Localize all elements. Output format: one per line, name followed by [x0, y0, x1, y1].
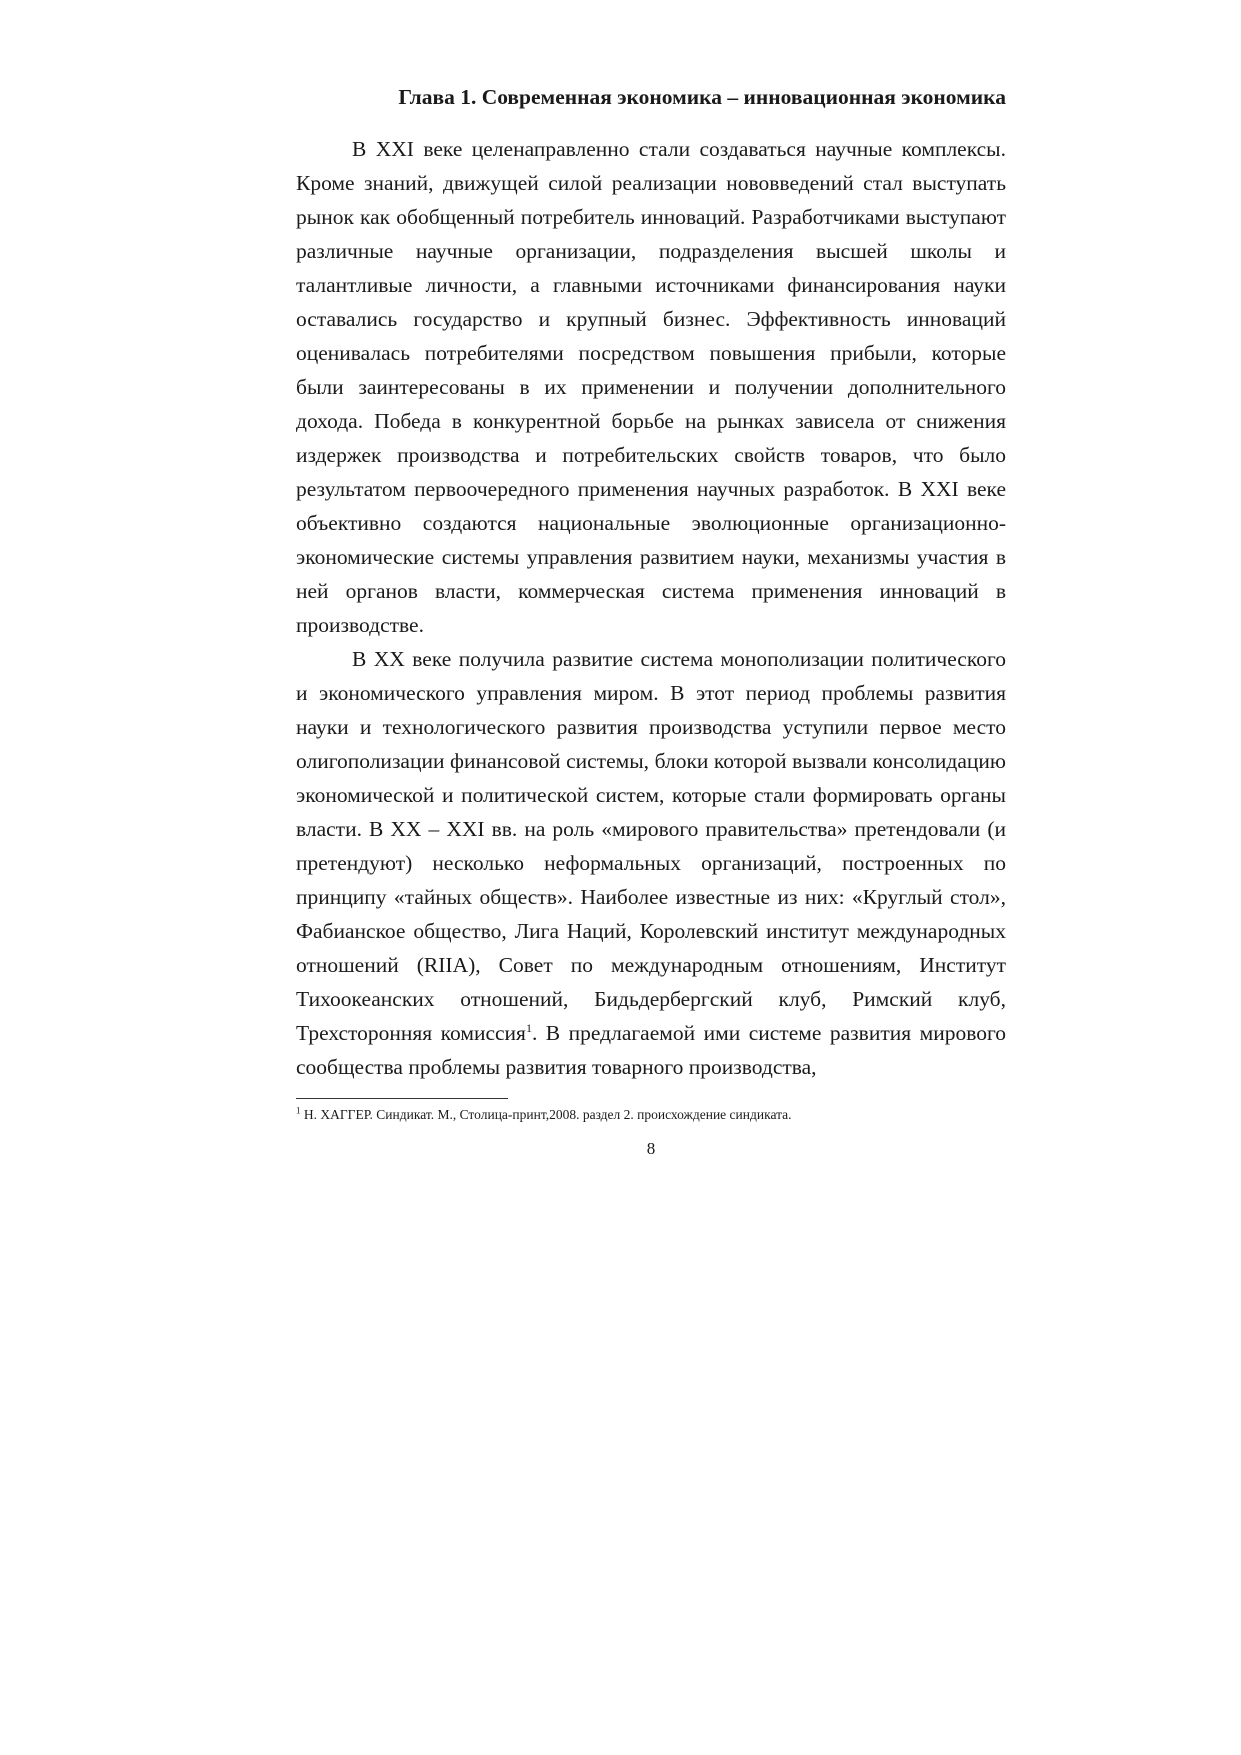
page-number: 8	[646, 1139, 656, 1158]
footnote	[296, 1105, 1006, 1125]
paragraph-1: В XXI веке целенаправленно стали создаваться научные комплексы. Кроме знаний, движущей силой реализации нововведений стал выступать рынок как обобщенный потребитель инноваций. Разработчиками выступают различные научные организации, подразделения высшей школы и талантливые личности, а главными источниками финансирования науки оставались государство и крупный бизнес. Эффективность инноваций оценивалась потребителями посредством повышения прибыли, которые были заинтересованы в их применении и получении дополнительного дохода. Победа в конкурентной борьбе на рынках зависела от снижения издержек производства и потребительских свойств товаров, что было результатом первоочередного применения научных разработок. В XXI веке объективно создаются национальные эволюционные организационно-экономические системы управления развитием науки, механизмы участия в ней органов власти, коммерческая система применения инноваций в производстве.	[296, 137, 1006, 637]
footnote-text: Н. ХАГГЕР. Синдикат. М., Столица-принт,2008. раздел 2. происхождение синдиката.	[300, 1107, 792, 1122]
page-content	[296, 80, 1006, 1159]
paragraph-2-text: В XX веке получила развитие система монополизации политического и экономического управления миром. В этот период проблемы развития науки и технологического развития производства уступили первое место олигополизации финансовой системы, блоки которой вызвали консолидацию экономической и политической систем, которые стали формировать органы власти. В XX – XXI вв. на роль «мирового правительства» претендовали (и претендуют) несколько неформальных организаций, построенных по принципу «тайных обществ». Наиболее известные из них: «Круглый стол», Фабианское общество, Лига Наций, Королевский институт международных отношений (RIIA), Совет по международным отношениям, Институт Тихоокеанских отношений, Бидьдербергский клуб, Римский клуб, Трехсторонняя комиссия	[296, 647, 1006, 1045]
footnote-reference[interactable]: 1	[525, 1020, 532, 1035]
paragraph-2-continuation: . В предлагаемой ими системе развития мирового сообщества проблемы развития товарного производства,	[296, 1021, 1007, 1079]
footnote-mark: 1	[296, 1105, 301, 1116]
chapter-title: Глава 1. Современная экономика – инновационная экономика	[398, 85, 1006, 109]
footnote-separator	[296, 1098, 508, 1099]
paragraph-2	[296, 642, 1006, 1084]
